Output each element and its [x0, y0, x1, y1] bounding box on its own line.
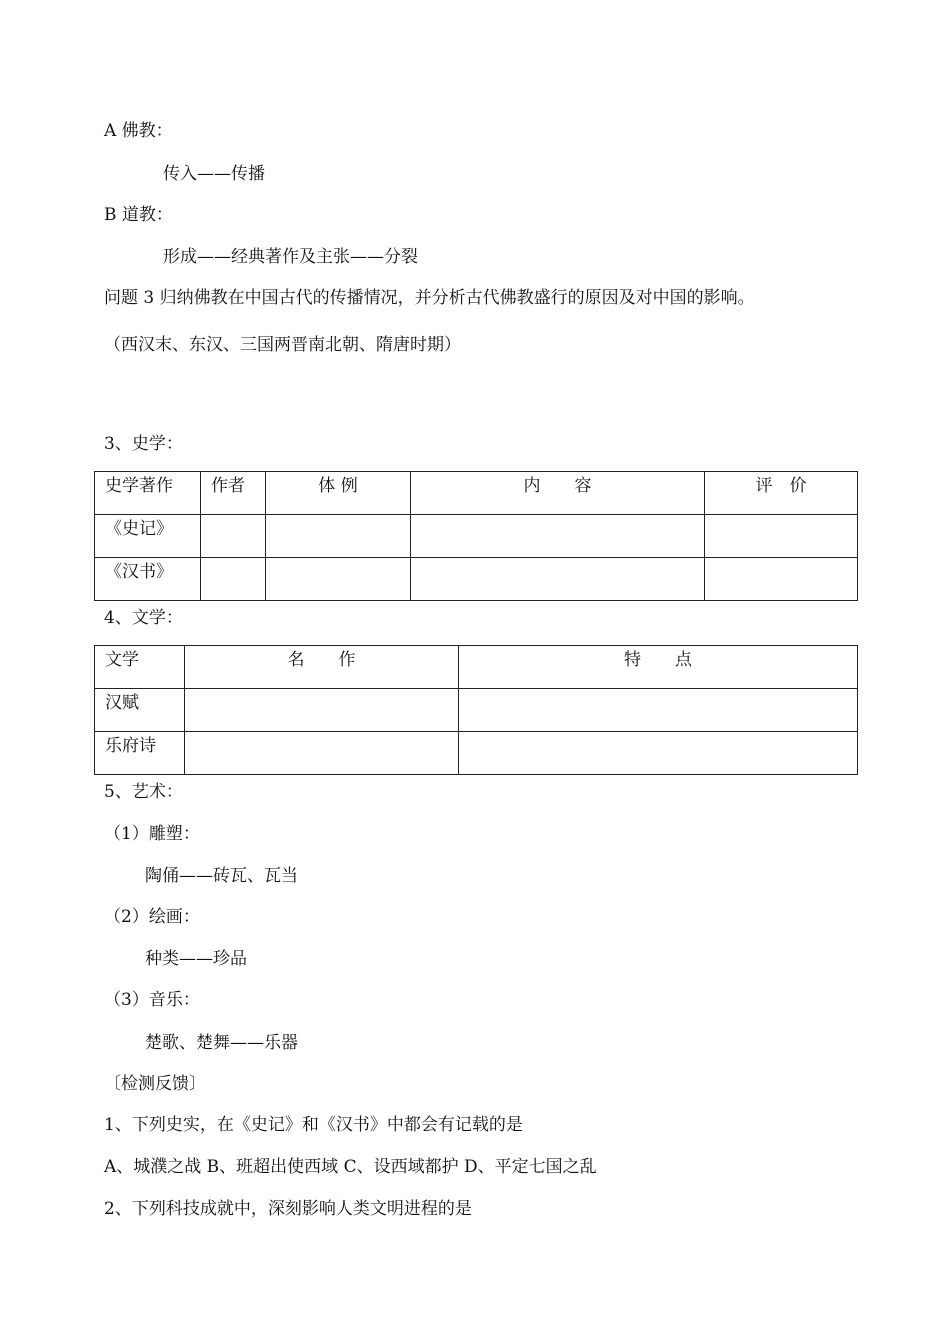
table-cell: 汉赋 — [95, 689, 185, 732]
music-body: 楚歌、楚舞——乐器 — [145, 1033, 298, 1053]
table-cell: 乐府诗 — [95, 732, 185, 775]
buddhism-body: 传入——传播 — [163, 164, 265, 184]
literature-heading: 4、文学： — [104, 608, 183, 628]
music-heading: （3）音乐： — [104, 990, 200, 1010]
periods-note: （西汉末、东汉、三国两晋南北朝、隋唐时期） — [104, 335, 461, 355]
table-cell — [266, 558, 411, 601]
question-2: 2、下列科技成就中，深刻影响人类文明进程的是 — [104, 1199, 472, 1219]
table-row — [95, 689, 858, 732]
header-cell: 名 作 — [185, 646, 459, 689]
table-row — [95, 515, 858, 558]
taoism-heading: B 道教： — [104, 205, 173, 225]
painting-heading: （2）绘画： — [104, 907, 200, 927]
taoism-body: 形成——经典著作及主张——分裂 — [163, 247, 418, 267]
literature-table — [94, 645, 858, 775]
feedback-heading: 〔检测反馈〕 — [104, 1074, 206, 1094]
table-row — [95, 732, 858, 775]
header-cell: 史学著作 — [95, 472, 201, 515]
table-row — [95, 558, 858, 601]
table-cell — [266, 515, 411, 558]
table-cell: 《史记》 — [95, 515, 201, 558]
history-heading: 3、史学： — [104, 434, 183, 454]
painting-body: 种类——珍品 — [145, 949, 247, 969]
question-3: 问题 3 归纳佛教在中国古代的传播情况，并分析古代佛教盛行的原因及对中国的影响。 — [104, 288, 755, 308]
table-cell — [201, 558, 266, 601]
table-cell — [411, 515, 705, 558]
table-cell — [459, 732, 858, 775]
table-cell — [705, 515, 858, 558]
buddhism-heading: A 佛教： — [104, 121, 173, 141]
table-cell — [185, 732, 459, 775]
history-table — [94, 471, 858, 601]
header-cell: 评 价 — [705, 472, 858, 515]
question-1-options: A、城濮之战 B、班超出使西域 C、设西域都护 D、平定七国之乱 — [104, 1157, 597, 1177]
table-cell — [705, 558, 858, 601]
header-cell: 内 容 — [411, 472, 705, 515]
table-header-row — [95, 646, 858, 689]
header-cell: 特 点 — [459, 646, 858, 689]
sculpture-heading: （1）雕塑： — [104, 824, 200, 844]
art-heading: 5、艺术： — [104, 782, 183, 802]
table-cell — [185, 689, 459, 732]
header-cell: 作者 — [201, 472, 266, 515]
header-cell: 文学 — [95, 646, 185, 689]
header-cell: 体 例 — [266, 472, 411, 515]
table-cell — [411, 558, 705, 601]
question-1: 1、下列史实，在《史记》和《汉书》中都会有记载的是 — [104, 1115, 523, 1135]
table-cell: 《汉书》 — [95, 558, 201, 601]
table-cell — [201, 515, 266, 558]
table-header-row — [95, 472, 858, 515]
table-cell — [459, 689, 858, 732]
sculpture-body: 陶俑——砖瓦、瓦当 — [145, 866, 298, 886]
